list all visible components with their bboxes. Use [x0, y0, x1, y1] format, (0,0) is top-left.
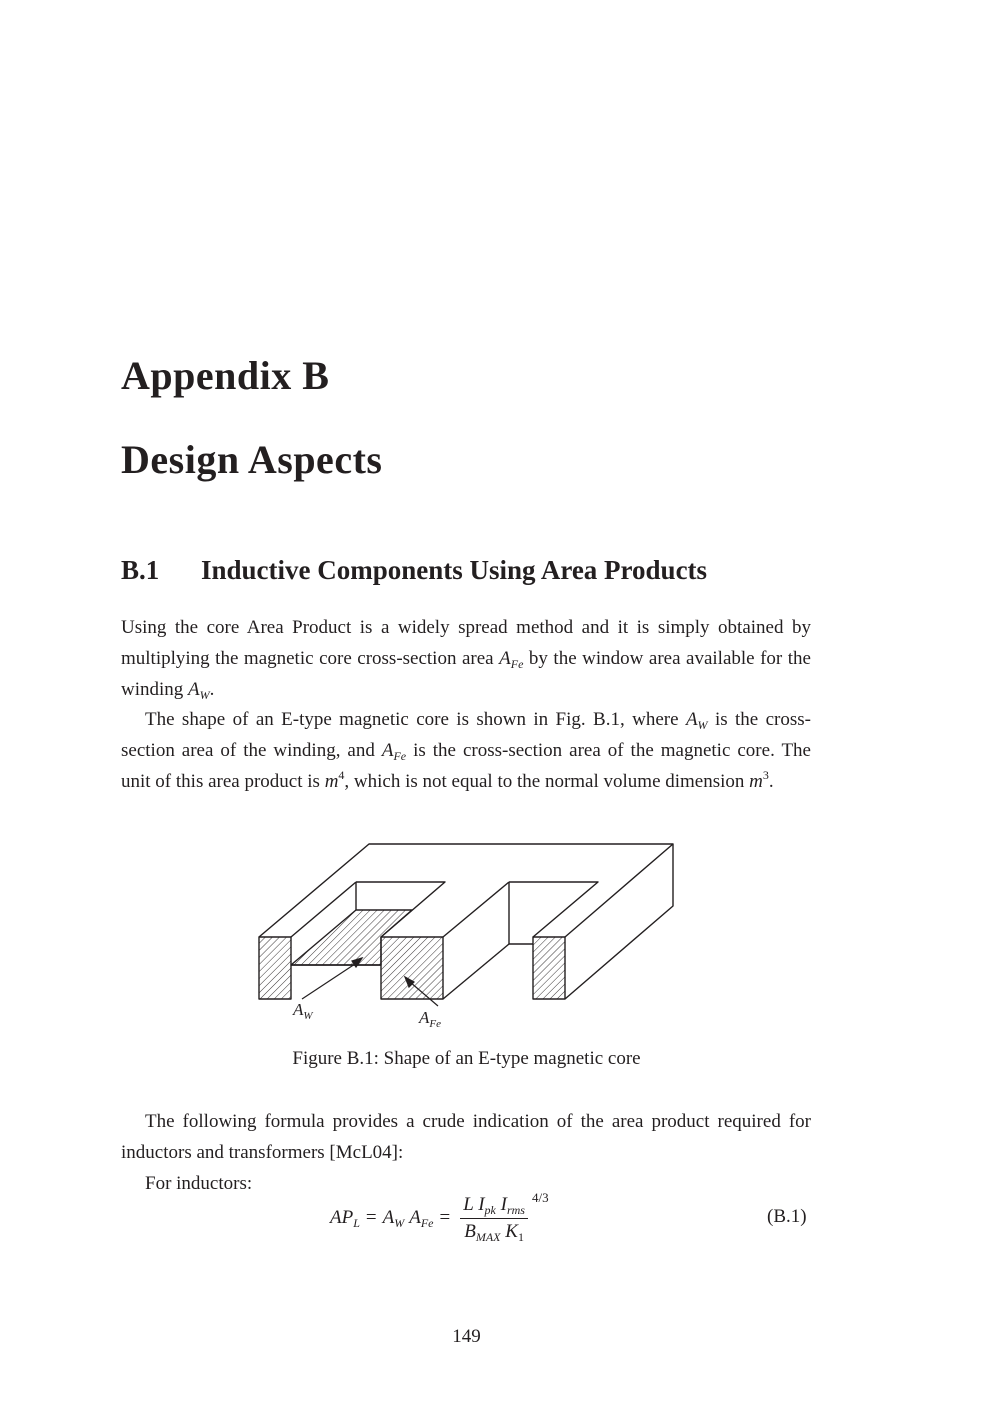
body-text-bottom — [121, 1107, 811, 1199]
core-top-outline — [259, 844, 673, 999]
text-run: is the cross-section area of the magnetic core. The unit of this area product is — [121, 740, 811, 792]
center-leg-face — [381, 937, 443, 999]
page-number: 149 — [452, 1326, 481, 1347]
label-afe: $A_{Fe}$ — [419, 1008, 441, 1030]
chapter-title: Design Aspects — [121, 437, 383, 482]
section-heading — [121, 555, 841, 586]
math-aw: $A_W$ — [188, 678, 210, 702]
math-m4: $m^4$ — [324, 767, 345, 792]
right-leg-face — [533, 937, 565, 999]
paragraph-3: The following formula provides a crude indication of the area product required for inductors and transformers [McL04]: — [121, 1111, 811, 1163]
equation-number: (B.1) — [767, 1206, 807, 1227]
text-run: is the cross-section area of the winding, and — [121, 709, 811, 762]
text-run: , which is not equal to the normal volume dimension — [344, 770, 750, 792]
aw-arrow — [302, 962, 358, 999]
body-text-top — [121, 613, 811, 798]
appendix-label: Appendix B — [121, 353, 330, 398]
eq-lhs: $AP_L$ — [330, 1207, 360, 1230]
eq-fraction — [460, 1194, 528, 1243]
section-title: Inductive Components Using Area Products — [201, 555, 708, 585]
eq-denominator: $B_{MAX}$ $K_1$ — [464, 1220, 524, 1244]
paragraph-1 — [121, 613, 811, 705]
left-leg-face — [259, 937, 291, 999]
text-run: The shape of an E-type magnetic core is shown in Fig. B.1, where — [145, 709, 686, 731]
eq-aw: $A_W$ — [382, 1207, 405, 1230]
section-number: B.1 — [121, 555, 160, 585]
text-run: . — [768, 770, 774, 792]
eq-numerator: L $I_{pk}$ $I_{rms}$ — [460, 1194, 528, 1219]
math-m3: $m^3$ — [749, 767, 769, 792]
math-afe: $A_{Fe}$ — [381, 740, 407, 764]
e-core-figure — [250, 838, 690, 1038]
eq-afe: $A_{Fe}$ — [409, 1207, 434, 1230]
text-run: Using the core Area Product is a widely spread method and it is simply obtained by multiplying the magnetic core cross-section area — [121, 617, 811, 669]
equation-b1 — [330, 1190, 549, 1246]
math-afe: $A_{Fe}$ — [499, 647, 524, 671]
label-aw: $A_W$ — [293, 1000, 313, 1022]
text-run: by the window area available for the winding — [121, 647, 811, 700]
eq-sign: = — [365, 1207, 377, 1228]
text-run: . — [209, 678, 215, 700]
paragraph-2 — [121, 705, 811, 797]
figure-caption: Figure B.1: Shape of an E-type magnetic core — [292, 1048, 641, 1069]
eq-exponent: 4/3 — [531, 1190, 549, 1205]
math-aw: $A_W$ — [685, 709, 708, 733]
eq-sign: = — [439, 1207, 451, 1228]
paragraph-4: For inductors: — [145, 1172, 253, 1194]
